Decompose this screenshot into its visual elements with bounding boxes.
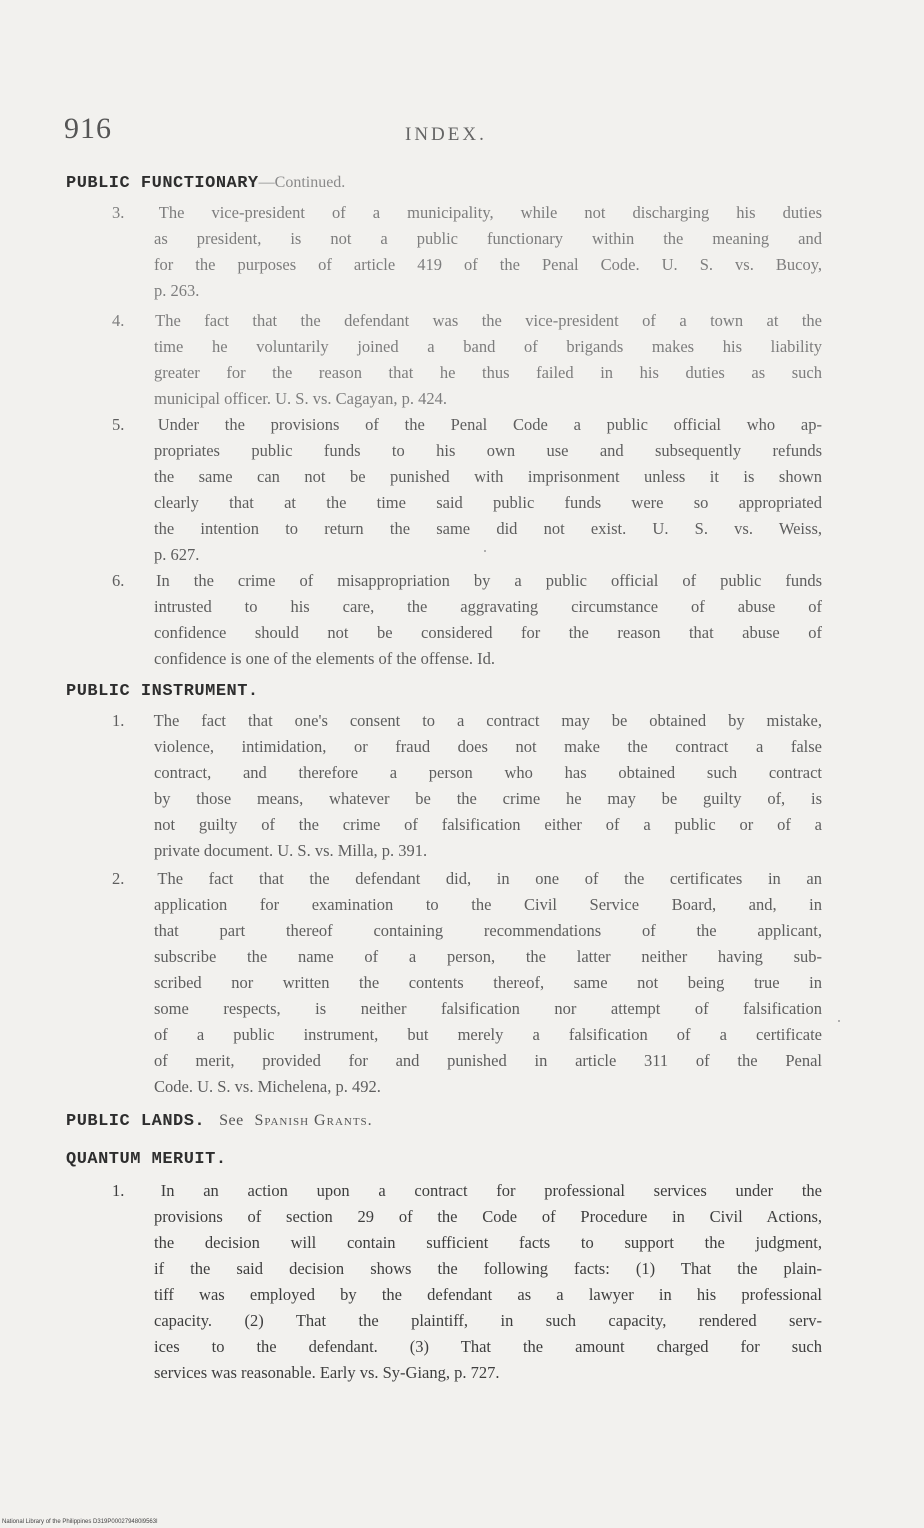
entry-number: 5.	[112, 415, 125, 434]
entry-public-instrument-1: 1. The fact that one's consent to a contract may be obtained by mistake, violence, intimidation, or fraud does not make the contract a false contract, and therefore a person who has obtained such contract by those means, whatever be the crime he may be guilty of, is not guilty of the crime of falsification either of a public or of a private document. U. S. vs. Milla, p. 391.	[112, 708, 822, 864]
entry-public-functionary-3: 3. The vice-president of a municipality, while not discharging his duties as president, is not a public functionary within the meaning and for the purposes of article 419 of the Penal Code. U. S. vs. Bucoy, p. 263.	[112, 200, 822, 304]
page-number: 916	[64, 112, 112, 145]
section-heading-public-lands: PUBLIC LANDS. See Spanish Grants.	[66, 1112, 373, 1131]
entry-number: 6.	[112, 571, 125, 590]
continued-label: —Continued.	[258, 174, 346, 191]
cross-reference: Spanish Grants.	[254, 1112, 373, 1129]
entry-public-functionary-5: 5. Under the provisions of the Penal Code a public official who ap- propriates public funds to his own use and subsequently refunds the same can not be punished with imprisonment unless it is shown clearly that at the time said public funds were so appropriated the intention to return the same did not exist. U. S. vs. Weiss, p. 627.	[112, 412, 822, 568]
entry-public-instrument-2: 2. The fact that the defendant did, in one of the certificates in an application for examination to the Civil Service Board, and, in that part thereof containing recommendations of the applicant, subscribe the name of a person, the latter neither having sub- scribed nor written the contents thereof, same not being true in some respects, is neither falsification nor attempt of falsification of a public instrument, but merely a falsification of a certificate of merit, provided for and punished in article 311 of the Penal Code. U. S. vs. Michelena, p. 492.	[112, 866, 822, 1100]
section-heading-public-functionary: PUBLIC FUNCTIONARY—Continued.	[66, 174, 346, 193]
entry-number: 3.	[112, 203, 125, 222]
running-head: INDEX.	[405, 124, 487, 145]
entry-number: 1.	[112, 1181, 125, 1200]
section-heading-quantum-meruit: QUANTUM MERUIT.	[66, 1150, 227, 1169]
entry-number: 1.	[112, 711, 125, 730]
scan-speck	[838, 1020, 840, 1022]
section-heading-public-instrument: PUBLIC INSTRUMENT.	[66, 682, 259, 701]
entry-quantum-meruit-1: 1. In an action upon a contract for professional services under the provisions of section 29 of the Code of Procedure in Civil Actions, the decision will contain sufficient facts to support the judgment, if the said decision shows the following facts: (1) That the plain- tiff was employed by the defendant as a lawyer in his professional capacity. (2) That the plaintiff, in such capacity, rendered serv- ices to the defendant. (3) That the amount charged for such services was reasonable. Early vs. Sy-Giang, p. 727.	[112, 1178, 822, 1386]
entry-number: 4.	[112, 311, 125, 330]
entry-public-functionary-4: 4. The fact that the defendant was the vice-president of a town at the time he voluntarily joined a band of brigands makes his liability greater for the reason that he thus failed in his duties as such municipal officer. U. S. vs. Cagayan, p. 424.	[112, 308, 822, 412]
see-label: See	[219, 1112, 244, 1129]
scan-footer: National Library of the Philippines D319P000279480l9563l	[2, 1519, 158, 1525]
entry-number: 2.	[112, 869, 125, 888]
scan-speck	[484, 550, 486, 552]
entry-public-functionary-6: 6. In the crime of misappropriation by a public official of public funds intrusted to his care, the aggravating circumstance of abuse of confidence should not be considered for the reason that abuse of confidence is one of the elements of the offense. Id.	[112, 568, 822, 672]
